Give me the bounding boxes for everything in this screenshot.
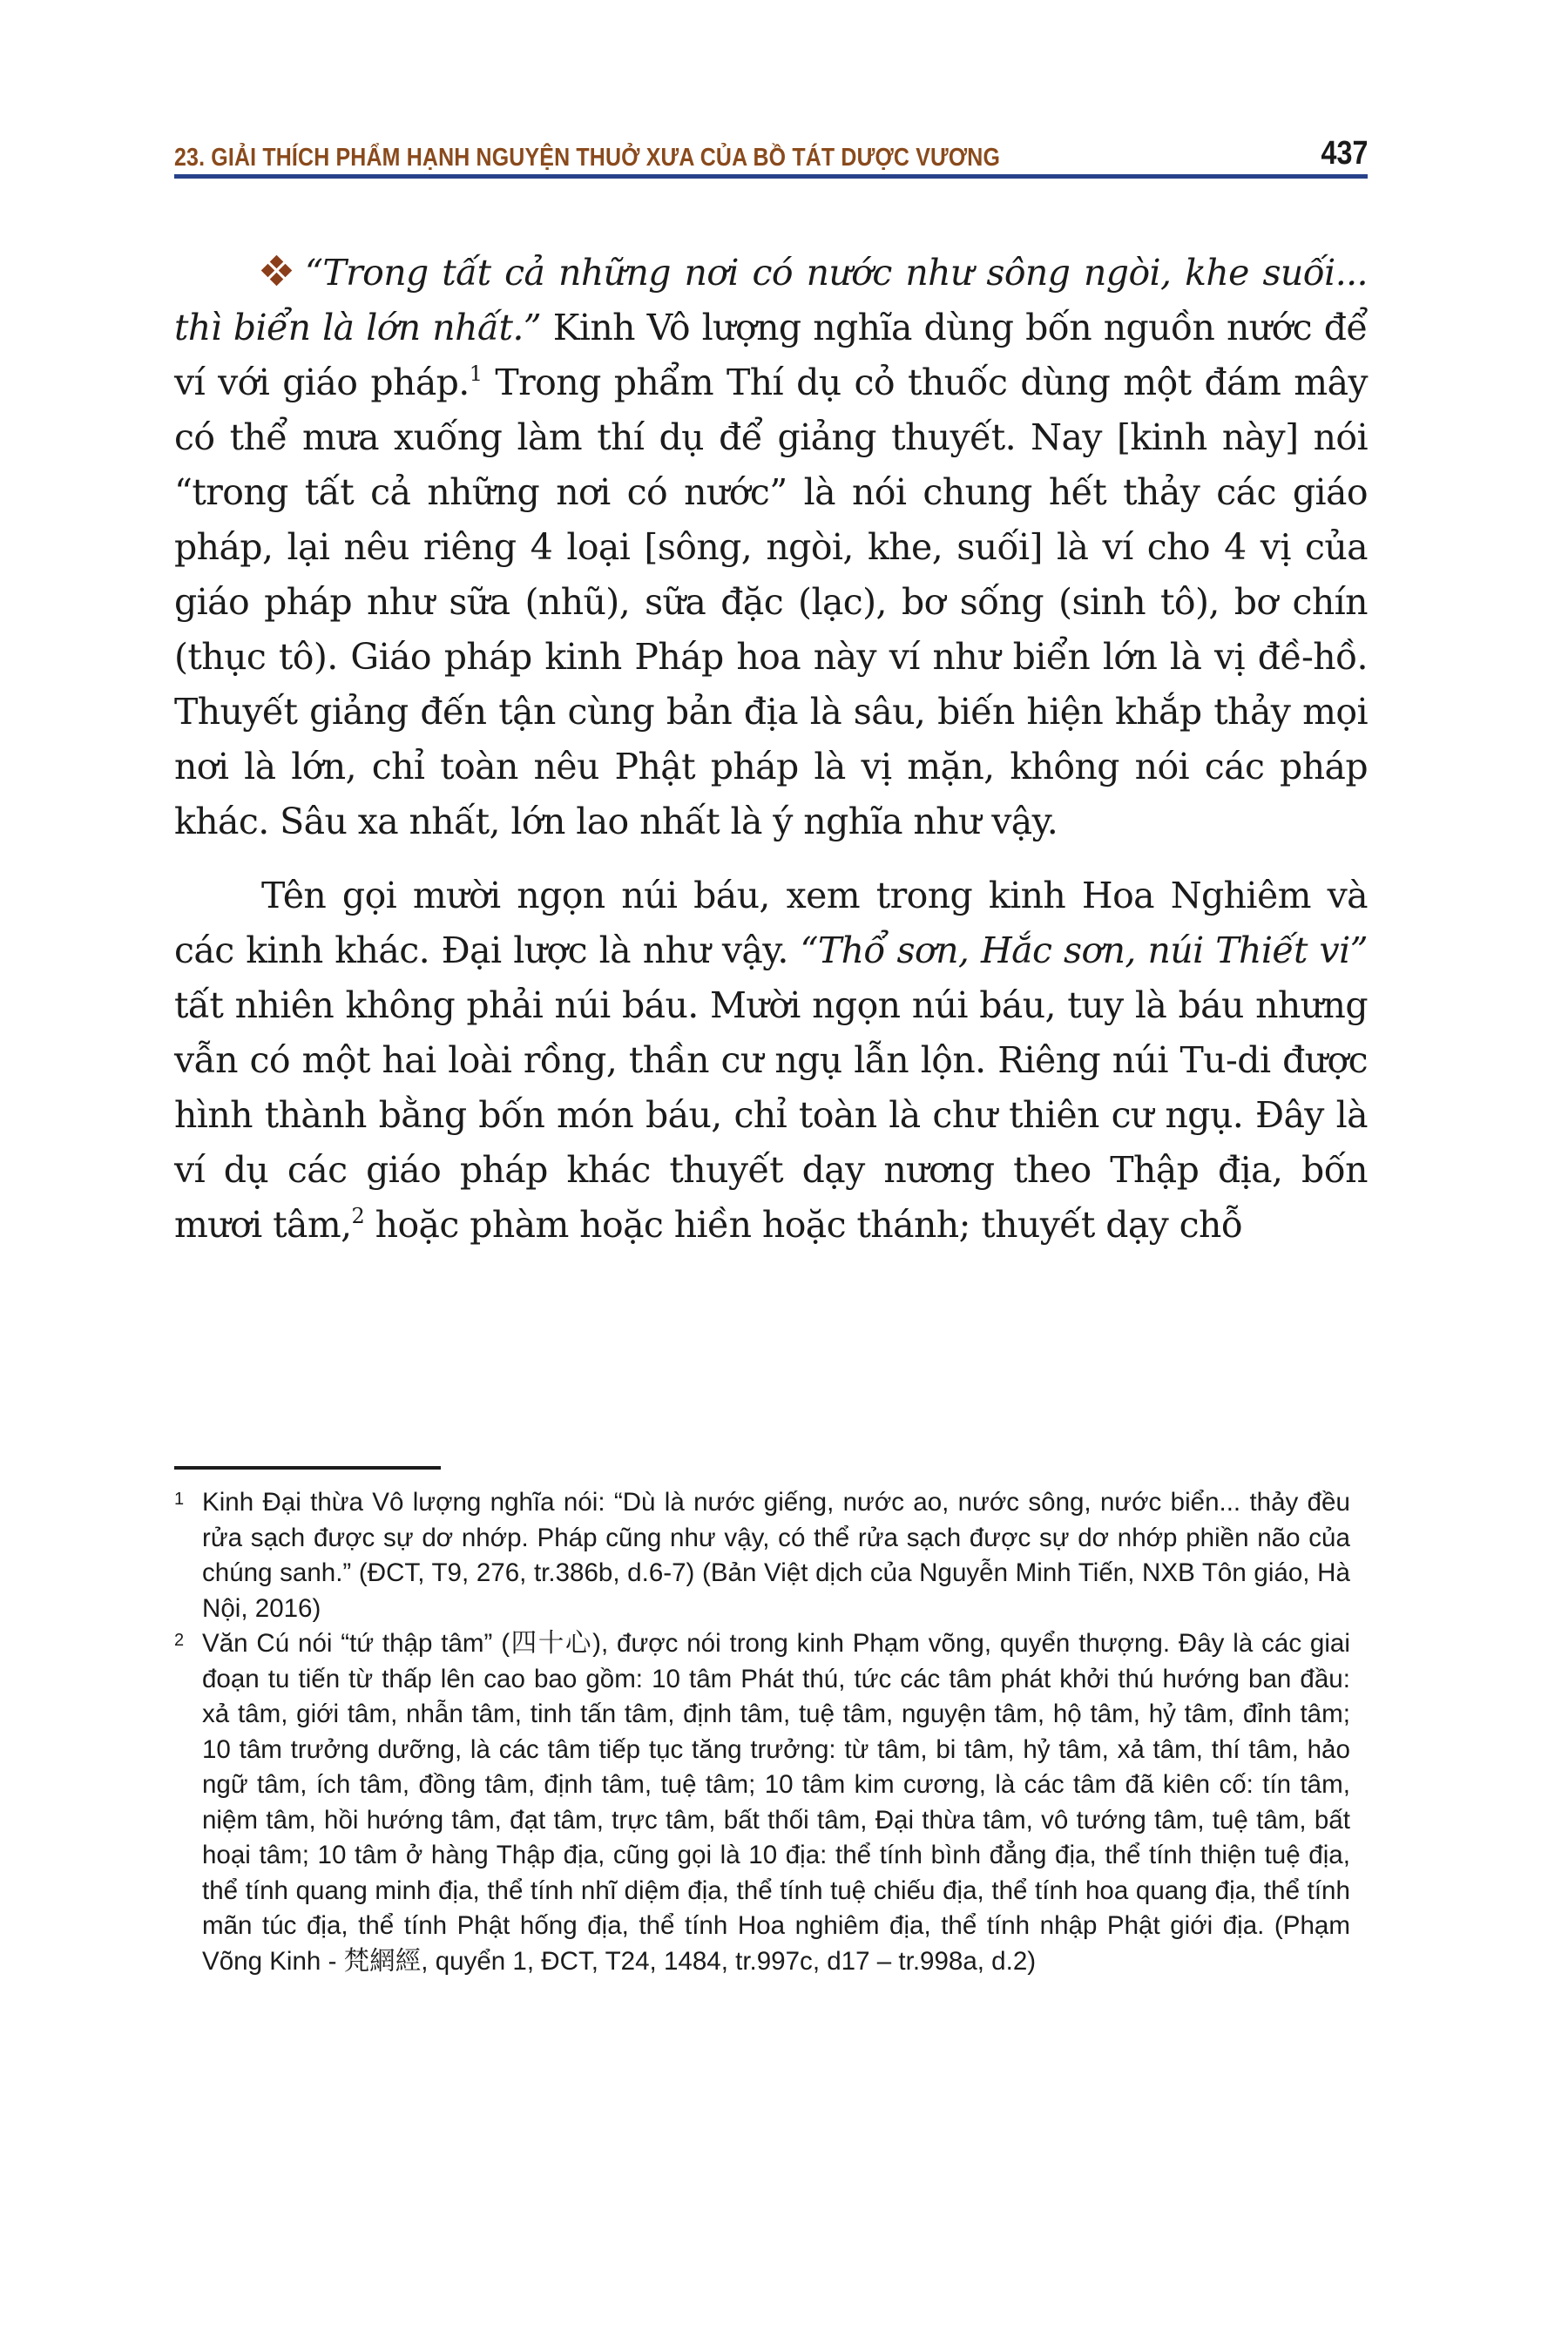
header-rule (174, 174, 1368, 179)
paragraph-text: Kinh Vô lượng nghĩa dùng bốn nguồn nước để ví với giáo pháp. (174, 307, 1368, 403)
footnote-text: Kinh Đại thừa Vô lượng nghĩa nói: “Dù là nước giếng, nước ao, nước sông, nước biển... thảy đều rửa sạch được sự dơ nhớp. Pháp cũng như vậy, có thể rửa sạch được sự dơ nhớp phiền não của chúng sanh.” (ĐCT, T9, 276, tr.386b, d.6-7) (Bản Việt dịch của Nguyễn Minh Tiến, NXB Tôn giáo, Hà Nội, 2016) (202, 1488, 1350, 1623)
footnote-ref-2[interactable]: 2 (351, 1204, 365, 1228)
paragraph-text: Tên gọi mười ngọn núi báu, xem trong kinh Hoa Nghiêm và các kinh khác. Đại lược là như vậy. (174, 875, 1368, 971)
page-number: 437 (1321, 135, 1368, 172)
quoted-phrase: “Thổ sơn, Hắc sơn, núi Thiết vi” (800, 929, 1368, 971)
chapter-running-title: 23. GIẢI THÍCH PHẨM HẠNH NGUYỆN THUỞ XƯA CỦA BỒ TÁT DƯỢC VƯƠNG (174, 144, 1001, 172)
paragraph-text: tất nhiên không phải núi báu. Mười ngọn núi báu, tuy là báu nhưng vẫn có một hai loài rồng, thần cư ngụ lẫn lộn. Riêng núi Tu-di được hình thành bằng bốn món báu, chỉ toàn là chư thiên cư ngụ. Đây là ví dụ các giáo pháp khác thuyết dạy nương theo Thập địa, bốn mươi tâm, (174, 984, 1368, 1246)
quoted-phrase: “Trong tất cả những nơi có nước như sông ngòi, khe suối... thì biển là lớn nhất.” (174, 252, 1368, 348)
footnote-mark: 1 (174, 1490, 185, 1509)
footnotes (174, 1485, 1368, 1979)
paragraph-text: hoặc phàm hoặc hiền hoặc thánh; thuyết dạy chỗ (364, 1204, 1243, 1246)
footnote-separator (174, 1466, 441, 1470)
body-text (174, 246, 1368, 1253)
running-header (174, 129, 1368, 172)
footnote-2 (174, 1626, 1368, 1979)
paragraph-text: Trong phẩm Thí dụ cỏ thuốc dùng một đám mây có thể mưa xuống làm thí dụ để giảng thuyết. Nay [kinh này] nói “trong tất cả những nơi có nước” là nói chung hết thảy các giáo pháp, lại nêu riêng 4 loại [sông, ngòi, khe, suối] là ví cho 4 vị của giáo pháp như sữa (nhũ), sữa đặc (lạc), bơ sống (sinh tô), bơ chín (thục tô). Giáo pháp kinh Pháp hoa này ví như biển lớn là vị đề-hồ. Thuyết giảng đến tận cùng bản địa là sâu, biến hiện khắp thảy mọi nơi là lớn, chỉ toàn nêu Phật pháp là vị mặn, không nói các pháp khác. Sâu xa nhất, lớn lao nhất là ý nghĩa như vậy. (174, 362, 1368, 842)
footnote-1 (174, 1485, 1368, 1626)
footnote-text: Văn Cú nói “tứ thập tâm” (四十心), được nói trong kinh Phạm võng, quyển thượng. Đây là các giai đoạn tu tiến từ thấp lên cao bao gồm: 10 tâm Phát thú, tức các tâm phát khởi thú hướng ban đầu: xả tâm, giới tâm, nhẫn tâm, tinh tấn tâm, định tâm, tuệ tâm, nguyện tâm, hộ tâm, hỷ tâm, đỉnh tâm; 10 tâm trưởng dưỡng, là các tâm tiếp tục tăng trưởng: từ tâm, bi tâm, hỷ tâm, xả tâm, thí tâm, hảo ngữ tâm, ích tâm, đồng tâm, định tâm, tuệ tâm; 10 tâm kim cương, là các tâm đã kiên cố: tín tâm, niệm tâm, hồi hướng tâm, đạt tâm, trực tâm, bất thối tâm, Đại thừa tâm, vô tướng tâm, tuệ tâm, bất hoại tâm; 10 tâm ở hàng Thập địa, cũng gọi là 10 địa: thể tính bình đẳng địa, thể tính thiện tuệ địa, thể tính quang minh địa, thể tính nhĩ diệm địa, thể tính tuệ chiếu địa, thể tính hoa quang địa, thể tính mãn túc địa, thể tính Phật hống địa, thể tính Hoa nghiêm địa, thể tính nhập Phật giới địa. (Phạm Võng Kinh - 梵網經, quyển 1, ĐCT, T24, 1484, tr.997c, d17 – tr.998a, d.2) (202, 1629, 1350, 1976)
footnote-mark: 2 (174, 1631, 185, 1650)
paragraph-1 (174, 246, 1368, 849)
paragraph-2 (174, 868, 1368, 1253)
footnote-ref-1[interactable]: 1 (469, 362, 483, 386)
diamond-ornament-icon (261, 255, 293, 287)
